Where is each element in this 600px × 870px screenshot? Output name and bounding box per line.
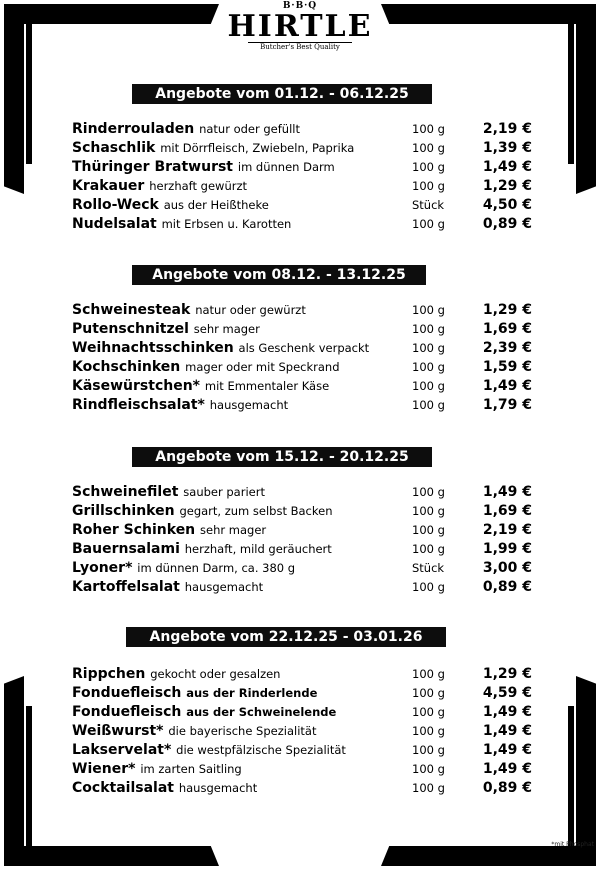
item-description: mager oder mit Speckrand: [185, 360, 340, 374]
item-unit: 100 g: [412, 303, 445, 317]
corner-frame-bottom-right: [568, 706, 574, 846]
menu-item: [70, 483, 538, 502]
corner-frame-top-left: [26, 24, 32, 164]
item-description: gekocht oder gesalzen: [150, 667, 281, 681]
item-price: 0,89 €: [482, 579, 532, 595]
menu-item: [70, 665, 538, 684]
item-name: Weißwurst* die bayerische Spezialität: [72, 723, 317, 739]
menu-item: [70, 703, 538, 722]
footnote: *mit Phosphat: [551, 841, 594, 848]
menu-item: [70, 396, 538, 415]
item-description: im dünnen Darm, ca. 380 g: [137, 561, 296, 575]
menu-item: [70, 779, 538, 798]
item-unit: 100 g: [412, 179, 445, 193]
item-name: Grillschinken gegart, zum selbst Backen: [72, 503, 333, 519]
item-price: 1,39 €: [482, 140, 532, 156]
corner-frame-top-left: [14, 4, 219, 24]
section-title: Angebote vom 22.12.25 - 03.01.26: [126, 627, 446, 647]
item-unit: Stück: [412, 561, 445, 575]
corner-frame-top-left: [4, 4, 24, 194]
item-unit: 100 g: [412, 667, 445, 681]
item-price: 2,39 €: [482, 340, 532, 356]
item-description: natur oder gewürzt: [195, 303, 306, 317]
item-price: 1,69 €: [482, 321, 532, 337]
menu-item: [70, 301, 538, 320]
item-name: Cocktailsalat hausgemacht: [72, 780, 258, 796]
menu-item: [70, 158, 538, 177]
item-name: Nudelsalat mit Erbsen u. Karotten: [72, 216, 292, 232]
item-name: Wiener* im zarten Saitling: [72, 761, 242, 777]
menu-item: [70, 215, 538, 234]
item-description: aus der Schweinelende: [186, 705, 337, 719]
menu-item: [70, 521, 538, 540]
item-name: Bauernsalami herzhaft, mild geräuchert: [72, 541, 332, 557]
item-description: mit Emmentaler Käse: [204, 379, 330, 393]
item-price: 4,59 €: [482, 685, 532, 701]
item-unit: 100 g: [412, 781, 445, 795]
item-description: hausgemacht: [178, 781, 258, 795]
menu-item: [70, 358, 538, 377]
item-unit: 100 g: [412, 160, 445, 174]
item-unit: 100 g: [412, 341, 445, 355]
item-name: Schaschlik mit Dörrfleisch, Zwiebeln, Paprika: [72, 140, 355, 156]
item-description: hausgemacht: [209, 398, 289, 412]
item-name: Schweinefilet sauber pariert: [72, 484, 265, 500]
item-unit: 100 g: [412, 762, 445, 776]
item-name: Rinderrouladen natur oder gefüllt: [72, 121, 300, 137]
corner-frame-top-right: [576, 4, 596, 194]
menu-item: [70, 722, 538, 741]
item-name: Kochschinken mager oder mit Speckrand: [72, 359, 340, 375]
item-price: 1,49 €: [482, 761, 532, 777]
item-name: Thüringer Bratwurst im dünnen Darm: [72, 159, 335, 175]
menu-item: [70, 120, 538, 139]
item-price: 1,79 €: [482, 397, 532, 413]
logo: [210, 0, 390, 52]
item-description: sehr mager: [200, 523, 267, 537]
item-description: im zarten Saitling: [140, 762, 242, 776]
menu-item: [70, 377, 538, 396]
section-title: Angebote vom 15.12. - 20.12.25: [132, 447, 432, 467]
item-unit: 100 g: [412, 705, 445, 719]
item-description: mit Erbsen u. Karotten: [161, 217, 292, 231]
item-price: 4,50 €: [482, 197, 532, 213]
menu-item: [70, 578, 538, 597]
item-unit: 100 g: [412, 743, 445, 757]
item-name: Fonduefleisch aus der Rinderlende: [72, 685, 318, 701]
item-description: hausgemacht: [184, 580, 264, 594]
item-description: mit Dörrfleisch, Zwiebeln, Paprika: [160, 141, 355, 155]
item-price: 1,29 €: [482, 178, 532, 194]
item-unit: 100 g: [412, 141, 445, 155]
corner-frame-bottom-right: [381, 846, 586, 866]
menu-item: [70, 320, 538, 339]
item-unit: Stück: [412, 198, 445, 212]
item-description: sehr mager: [193, 322, 260, 336]
item-description: herzhaft gewürzt: [149, 179, 248, 193]
menu-item: [70, 177, 538, 196]
menu-item: [70, 196, 538, 215]
item-name: Schweinesteak natur oder gewürzt: [72, 302, 306, 318]
item-unit: 100 g: [412, 542, 445, 556]
item-price: 1,49 €: [482, 484, 532, 500]
item-unit: 100 g: [412, 322, 445, 336]
item-description: natur oder gefüllt: [199, 122, 300, 136]
item-description: die bayerische Spezialität: [168, 724, 317, 738]
logo-name: HIRTLE: [227, 9, 373, 44]
corner-frame-bottom-right: [576, 676, 596, 866]
item-name: Käsewürstchen* mit Emmentaler Käse: [72, 378, 330, 394]
item-name: Rippchen gekocht oder gesalzen: [72, 666, 281, 682]
item-name: Lyoner* im dünnen Darm, ca. 380 g: [72, 560, 296, 576]
item-price: 0,89 €: [482, 780, 532, 796]
item-price: 1,49 €: [482, 378, 532, 394]
item-description: die westpfälzische Spezialität: [176, 743, 346, 757]
menu-item: [70, 684, 538, 703]
item-unit: 100 g: [412, 379, 445, 393]
item-name: Rindfleischsalat* hausgemacht: [72, 397, 289, 413]
item-description: im dünnen Darm: [237, 160, 335, 174]
menu-item: [70, 559, 538, 578]
item-price: 0,89 €: [482, 216, 532, 232]
section-title: Angebote vom 01.12. - 06.12.25: [132, 84, 432, 104]
item-price: 1,49 €: [482, 704, 532, 720]
menu-item: [70, 339, 538, 358]
item-unit: 100 g: [412, 724, 445, 738]
item-unit: 100 g: [412, 686, 445, 700]
item-unit: 100 g: [412, 504, 445, 518]
item-name: Krakauer herzhaft gewürzt: [72, 178, 248, 194]
item-price: 1,49 €: [482, 723, 532, 739]
item-price: 1,49 €: [482, 159, 532, 175]
item-unit: 100 g: [412, 523, 445, 537]
item-description: sauber pariert: [183, 485, 265, 499]
menu-item: [70, 760, 538, 779]
item-name: Rollo-Weck aus der Heißtheke: [72, 197, 269, 213]
menu-item: [70, 502, 538, 521]
item-unit: 100 g: [412, 217, 445, 231]
item-description: gegart, zum selbst Backen: [179, 504, 333, 518]
logo-tagline: Butcher's Best Quality: [248, 42, 352, 52]
item-price: 3,00 €: [482, 560, 532, 576]
item-price: 2,19 €: [482, 121, 532, 137]
corner-frame-bottom-left: [14, 846, 219, 866]
corner-frame-bottom-left: [4, 676, 24, 866]
item-name: Lakservelat* die westpfälzische Spezialität: [72, 742, 346, 758]
item-description: herzhaft, mild geräuchert: [184, 542, 332, 556]
logo-top-text: B·B·Q: [282, 1, 318, 11]
item-unit: 100 g: [412, 360, 445, 374]
item-description: aus der Rinderlende: [186, 686, 318, 700]
corner-frame-bottom-left: [26, 706, 32, 846]
item-unit: 100 g: [412, 398, 445, 412]
item-name: Roher Schinken sehr mager: [72, 522, 267, 538]
menu-item: [70, 741, 538, 760]
menu-item: [70, 139, 538, 158]
item-price: 2,19 €: [482, 522, 532, 538]
corner-frame-top-right: [568, 24, 574, 164]
item-description: als Geschenk verpackt: [238, 341, 370, 355]
menu-item: [70, 540, 538, 559]
item-unit: 100 g: [412, 122, 445, 136]
item-name: Fonduefleisch aus der Schweinelende: [72, 704, 337, 720]
item-unit: 100 g: [412, 485, 445, 499]
item-description: aus der Heißtheke: [163, 198, 269, 212]
item-name: Putenschnitzel sehr mager: [72, 321, 260, 337]
item-name: Kartoffelsalat hausgemacht: [72, 579, 264, 595]
item-unit: 100 g: [412, 580, 445, 594]
item-price: 1,99 €: [482, 541, 532, 557]
item-price: 1,29 €: [482, 666, 532, 682]
section-title: Angebote vom 08.12. - 13.12.25: [132, 265, 426, 285]
item-price: 1,69 €: [482, 503, 532, 519]
corner-frame-top-right: [381, 4, 586, 24]
item-name: Weihnachtsschinken als Geschenk verpackt: [72, 340, 370, 356]
item-price: 1,29 €: [482, 302, 532, 318]
item-price: 1,59 €: [482, 359, 532, 375]
item-price: 1,49 €: [482, 742, 532, 758]
